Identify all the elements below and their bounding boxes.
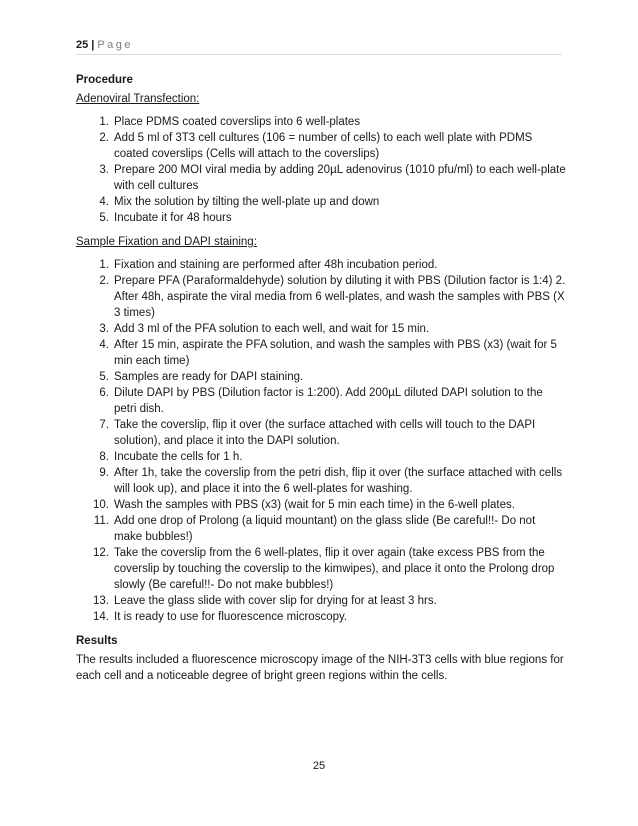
list-item: 1. Fixation and staining are performed after 48h incubation period. [99,259,438,271]
page-footer [0,760,638,772]
list-item: 8. Incubate the cells for 1 h. [99,451,243,463]
footer-page-number: 25 [312,760,326,772]
procedure-heading: Procedure [76,74,133,86]
list-item: 2. Prepare PFA (Paraformaldehyde) solution by diluting it with PBS (Dilution factor is 1:4) 2. After 48h, aspirate the viral media from 6 well-plates, and wash the samples with PBS (X 3 times) [99,275,566,319]
list-item: 7. Take the coverslip, flip it over (the surface attached with cells will touch to the DAPI solution), and place it into the DAPI solution. [99,419,536,447]
header-page-word: Page [97,39,134,51]
list-item: 9. After 1h, take the coverslip from the petri dish, flip it over (the surface attached with cells will look up), and place it into the 6 well-plates for washing. [99,467,563,495]
fixation-steps [76,257,566,625]
list-item: 10. Wash the samples with PBS (x3) (wait for 5 min each time) in the 6-well plates. [93,499,515,511]
list-item: 6. Dilute DAPI by PBS (Dilution factor is 1:200). Add 200µL diluted DAPI solution to the petri dish. [99,387,543,415]
list-item: 5. Samples are ready for DAPI staining. [99,371,304,383]
list-item: 5. Incubate it for 48 hours [99,212,232,224]
list-item: 12. Take the coverslip from the 6 well-plates, flip it over again (take excess PBS from the coverslip by touching the coverslip to the kimwipes), and place it onto the Prolong drop slowly (Be careful!!- Do not make bubbles!) [93,547,555,591]
header-rule [76,54,562,55]
header-separator: | [91,39,95,51]
list-item: 4. After 15 min, aspirate the PFA solution, and wash the samples with PBS (x3) (wait for 5 min each time) [99,339,557,367]
results-heading: Results [76,635,118,647]
fixation-subheading: Sample Fixation and DAPI staining: [76,236,257,248]
list-item: 13. Leave the glass slide with cover slip for drying for at least 3 hrs. [93,595,437,607]
list-item: 4. Mix the solution by tilting the well-plate up and down [99,196,380,208]
list-item: 11. Add one drop of Prolong (a liquid mountant) on the glass slide (Be careful!!- Do not make bubbles!) [93,515,536,543]
page-header [76,38,133,52]
list-item: 2. Add 5 ml of 3T3 cell cultures (106 = number of cells) to each well plate with PDMS coated coverslips (Cells will attach to the coverslips) [99,132,533,160]
list-item: 3. Prepare 200 MOI viral media by adding 20µL adenovirus (1010 pfu/ml) to each well-plate with cell cultures [99,164,566,192]
results-paragraph: The results included a fluorescence microscopy image of the NIH-3T3 cells with blue regions for each cell and a noticeable degree of bright green regions within the cells. [76,654,564,682]
list-item: 3. Add 3 ml of the PFA solution to each well, and wait for 15 min. [99,323,430,335]
header-page-number: 25 [76,39,89,51]
adenoviral-subheading: Adenoviral Transfection: [76,93,200,105]
list-item: 14. It is ready to use for fluorescence microscopy. [93,611,348,623]
adenoviral-steps [76,114,566,226]
list-item: 1. Place PDMS coated coverslips into 6 well-plates [99,116,361,128]
page-content [76,72,566,684]
